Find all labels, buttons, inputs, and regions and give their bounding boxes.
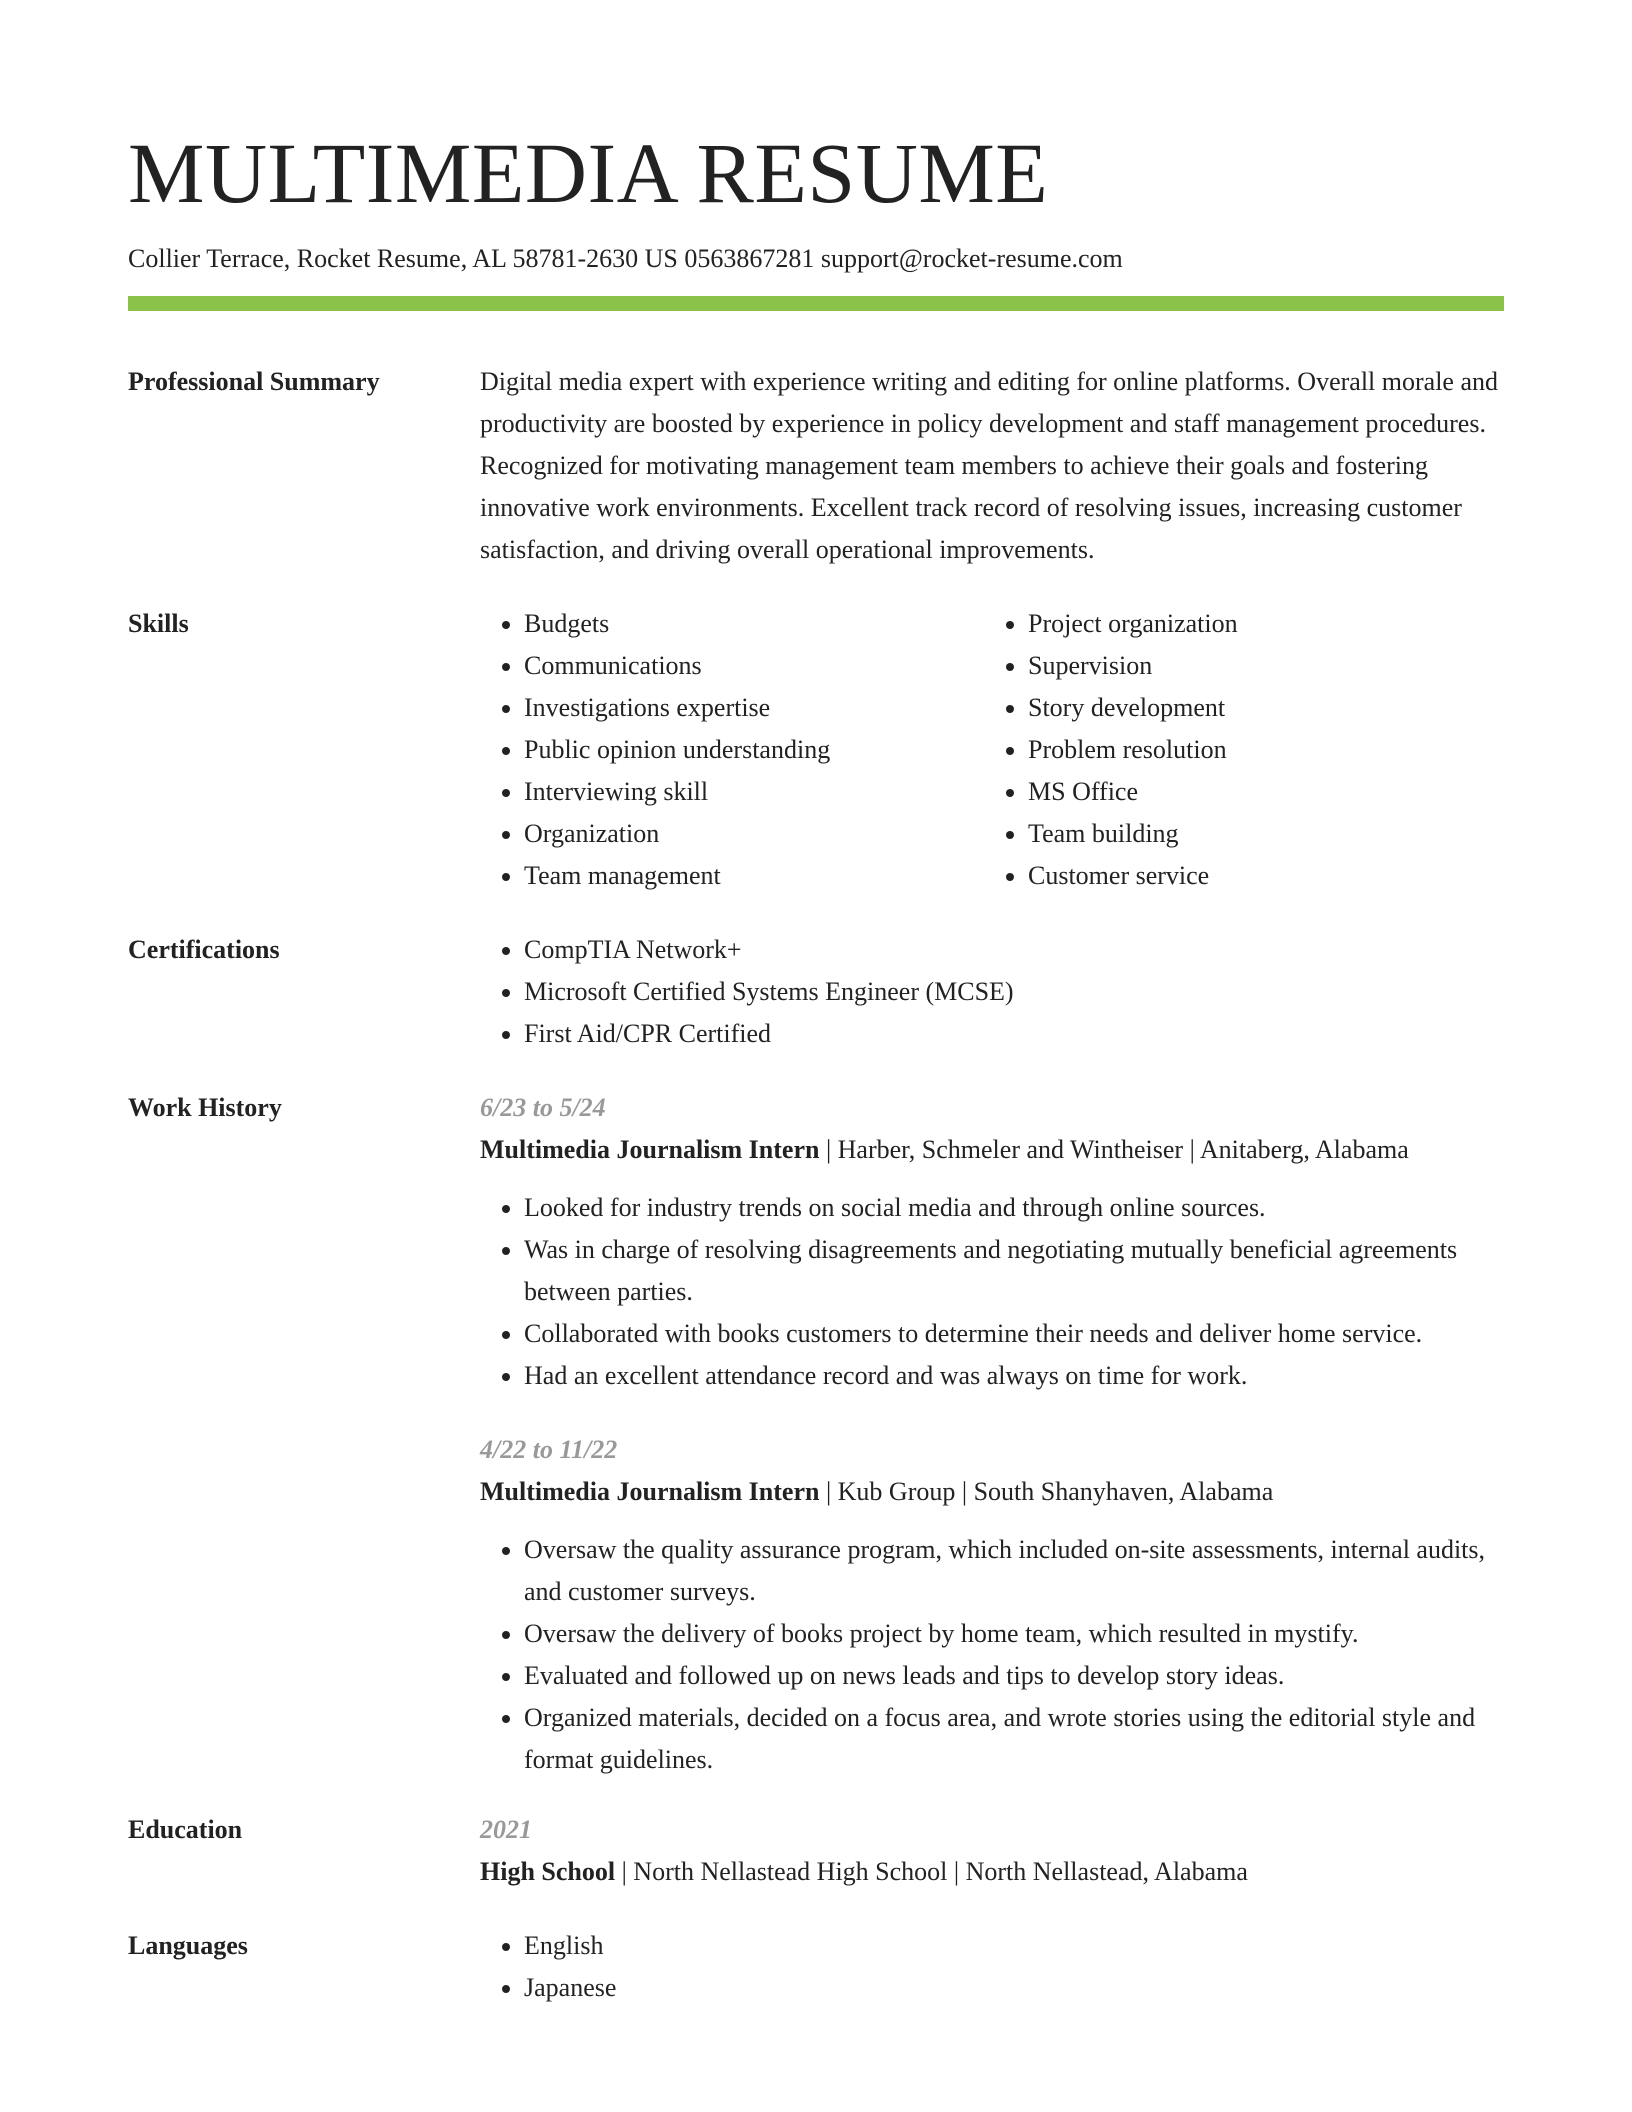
work-history-body <box>480 1087 1504 1781</box>
skill-item: • MS Office <box>1028 771 1488 813</box>
contact-info: Collier Terrace, Rocket Resume, AL 58781-2630 US 0563867281 support@rocket-resume.com <box>128 244 1123 273</box>
languages-body <box>480 1925 1504 2009</box>
job-entry <box>480 1429 1504 1781</box>
job-heading <box>480 1471 1504 1513</box>
skills-list <box>480 603 984 897</box>
skill-item: • Supervision <box>1028 645 1488 687</box>
job-bullet: • Evaluated and followed up on news leads and tips to develop story ideas. <box>524 1655 1504 1697</box>
skill-item: • Communications <box>524 645 984 687</box>
job-details: | Harber, Schmeler and Wintheiser | Anitaberg, Alabama <box>819 1134 1409 1164</box>
skills-column-left <box>480 603 984 897</box>
languages-list <box>480 1925 1504 2009</box>
job-bullet: • Collaborated with books customers to determine their needs and deliver home service. <box>524 1313 1504 1355</box>
section-label: Education <box>128 1814 243 1844</box>
skill-item: • Problem resolution <box>1028 729 1488 771</box>
job-title: Multimedia Journalism Intern <box>480 1134 820 1164</box>
skill-item: • Interviewing skill <box>524 771 984 813</box>
accent-divider <box>128 296 1504 311</box>
section-work-history <box>128 1087 1504 1781</box>
skill-item: • Public opinion understanding <box>524 729 984 771</box>
language-item: • Japanese <box>524 1967 1504 2009</box>
job-date: 6/23 to 5/24 <box>480 1092 606 1122</box>
job-details: | Kub Group | South Shanyhaven, Alabama <box>819 1476 1274 1506</box>
job-date: 4/22 to 11/22 <box>480 1434 618 1464</box>
education-heading <box>480 1851 1504 1893</box>
summary-text: Digital media expert with experience writing and editing for online platforms. Overall morale and productivity are boosted by experience in policy development and staff management procedures. Recognized for motivating management team members to achieve their goals and fostering innovative work environments. Excellent track record of resolving issues, increasing customer satisfaction, and driving overall operational improvements. <box>480 366 1498 564</box>
job-bullet: • Oversaw the quality assurance program, which included on-site assessments, internal audits, and customer surveys. <box>524 1529 1504 1613</box>
certification-item: • CompTIA Network+ <box>524 929 1504 971</box>
job-entry <box>480 1087 1504 1397</box>
skills-list <box>984 603 1488 897</box>
section-label: Skills <box>128 608 189 638</box>
education-degree: High School <box>480 1856 616 1886</box>
language-item: • English <box>524 1925 1504 1967</box>
job-heading <box>480 1129 1504 1171</box>
skills-column-right <box>984 603 1488 897</box>
section-education <box>128 1809 1504 1893</box>
section-label: Certifications <box>128 934 280 964</box>
job-bullet: • Looked for industry trends on social media and through online sources. <box>524 1187 1504 1229</box>
job-title: Multimedia Journalism Intern <box>480 1476 820 1506</box>
resume-name: MULTIMEDIA RESUME <box>128 125 1049 221</box>
skill-item: • Customer service <box>1028 855 1488 897</box>
certification-item: • Microsoft Certified Systems Engineer (MCSE) <box>524 971 1504 1013</box>
section-label: Professional Summary <box>128 366 380 396</box>
job-bullet: • Was in charge of resolving disagreements and negotiating mutually beneficial agreements between parties. <box>524 1229 1504 1313</box>
skill-item: • Project organization <box>1028 603 1488 645</box>
skill-item: • Budgets <box>524 603 984 645</box>
section-languages <box>128 1925 1504 2009</box>
education-body <box>480 1809 1504 1893</box>
skill-item: • Story development <box>1028 687 1488 729</box>
certifications-body <box>480 929 1504 1055</box>
job-bullet: • Oversaw the delivery of books project by home team, which resulted in mystify. <box>524 1613 1504 1655</box>
section-certifications <box>128 929 1504 1055</box>
certifications-list <box>480 929 1504 1055</box>
skill-item: • Organization <box>524 813 984 855</box>
job-bullets <box>480 1529 1504 1781</box>
education-date: 2021 <box>480 1814 532 1844</box>
section-label: Languages <box>128 1930 248 1960</box>
job-bullet: • Organized materials, decided on a focus area, and wrote stories using the editorial style and format guidelines. <box>524 1697 1504 1781</box>
skill-item: • Team management <box>524 855 984 897</box>
section-skills <box>128 603 1504 897</box>
skills-columns <box>480 603 1504 897</box>
section-label: Work History <box>128 1092 282 1122</box>
section-professional-summary <box>128 361 1504 571</box>
certification-item: • First Aid/CPR Certified <box>524 1013 1504 1055</box>
skill-item: • Investigations expertise <box>524 687 984 729</box>
skill-item: • Team building <box>1028 813 1488 855</box>
job-bullets <box>480 1187 1504 1397</box>
job-bullet: • Had an excellent attendance record and was always on time for work. <box>524 1355 1504 1397</box>
education-details: | North Nellastead High School | North Nellastead, Alabama <box>615 1856 1248 1886</box>
